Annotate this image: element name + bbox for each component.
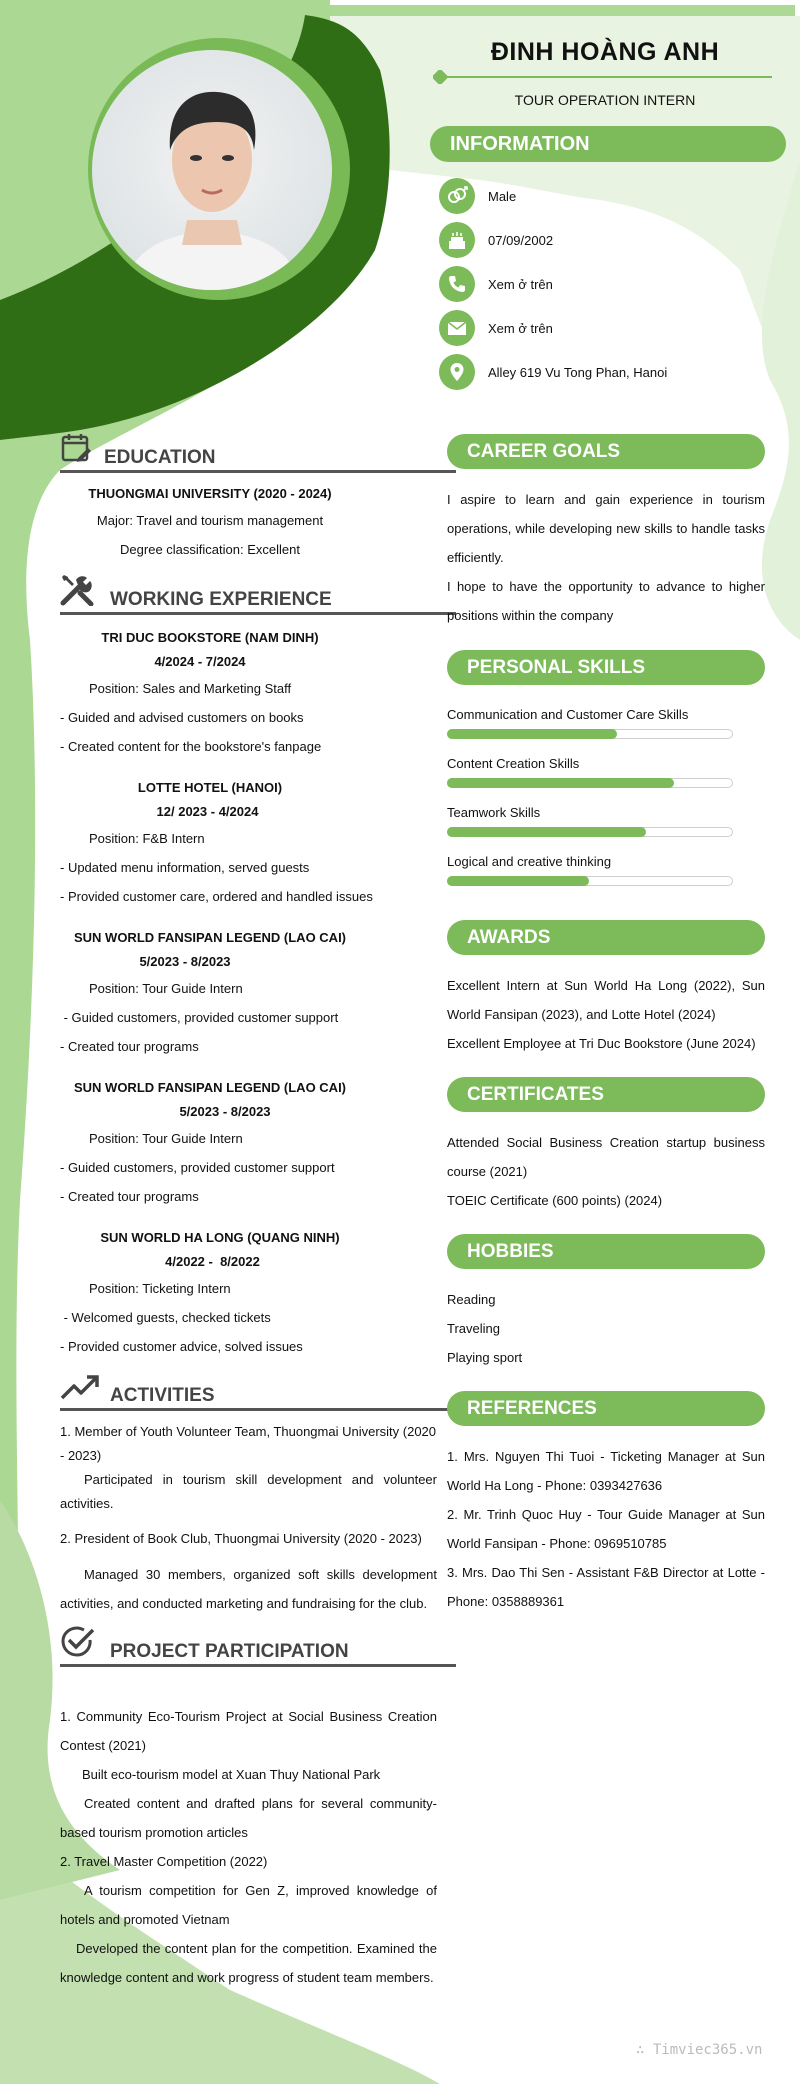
activities-section-header bbox=[60, 1375, 456, 1409]
phone-icon bbox=[439, 266, 475, 302]
job-duty: - Updated menu information, served guests bbox=[60, 860, 310, 875]
job-period: 5/2023 - 8/2023 bbox=[179, 1104, 271, 1119]
skill-bar-fill bbox=[447, 827, 646, 837]
career-goals-heading: CAREER GOALS bbox=[447, 434, 765, 469]
skill-bar bbox=[447, 729, 733, 739]
awards-heading: AWARDS bbox=[447, 920, 765, 955]
location-pin-icon bbox=[439, 354, 475, 390]
job-period: 5/2023 - 8/2023 bbox=[139, 954, 231, 969]
job-company: TRI DUC BOOKSTORE (NAM DINH) bbox=[101, 630, 319, 645]
skill-bar bbox=[447, 827, 733, 837]
activity-description: Managed 30 members, organized soft skills development activities, and conducted marketing and fundraising for the club. bbox=[60, 1567, 437, 1611]
candidate-name: ĐINH HOÀNG ANH bbox=[490, 38, 720, 66]
career-goals-text: I aspire to learn and gain experience in tourism operations, while developing new skills to handle tasks efficiently. bbox=[447, 492, 765, 565]
gender-value: Male bbox=[488, 188, 517, 204]
activity-title: 1. Member of Youth Volunteer Team, Thuongmai University (2020 - 2023) bbox=[60, 1424, 437, 1463]
project-title: 1. Community Eco-Tourism Project at Social Business Creation Contest (2021) bbox=[60, 1709, 437, 1753]
certificate-item: Attended Social Business Creation startup business course (2021) bbox=[447, 1135, 765, 1179]
job-company: SUN WORLD FANSIPAN LEGEND (LAO CAI) bbox=[73, 1080, 347, 1095]
skills-heading: PERSONAL SKILLS bbox=[447, 650, 765, 685]
info-address bbox=[439, 354, 779, 390]
job-duty: - Provided customer care, ordered and handled issues bbox=[60, 889, 373, 904]
job-position: Position: Ticketing Intern bbox=[89, 1281, 231, 1296]
job-company: LOTTE HOTEL (HANOI) bbox=[137, 780, 283, 795]
experience-heading: WORKING EXPERIENCE bbox=[110, 589, 332, 610]
experience-section-header bbox=[60, 579, 456, 613]
projects-heading: PROJECT PARTICIPATION bbox=[110, 1641, 349, 1662]
job-position: Position: Sales and Marketing Staff bbox=[89, 681, 292, 696]
project-detail: A tourism competition for Gen Z, improved knowledge of hotels and promoted Vietnam bbox=[60, 1883, 437, 1927]
name-divider bbox=[433, 70, 781, 84]
mail-icon bbox=[439, 310, 475, 346]
check-circle-icon bbox=[60, 1626, 96, 1663]
job-duty: - Guided customers, provided customer support bbox=[60, 1010, 339, 1025]
job-period: 4/2022 - 8/2022 bbox=[165, 1254, 260, 1269]
job-position: Position: Tour Guide Intern bbox=[89, 981, 243, 996]
address-value: Alley 619 Vu Tong Phan, Hanoi bbox=[488, 364, 668, 380]
job-title: TOUR OPERATION INTERN bbox=[514, 92, 696, 108]
info-email bbox=[439, 310, 779, 346]
career-goals-text: I hope to have the opportunity to advance to higher positions within the company bbox=[447, 579, 765, 623]
certificate-item: TOEIC Certificate (600 points) (2024) bbox=[447, 1193, 663, 1208]
skill-label: Logical and creative thinking bbox=[447, 854, 612, 869]
certificates-heading: CERTIFICATES bbox=[447, 1077, 765, 1112]
hobbies-heading: HOBBIES bbox=[447, 1234, 765, 1269]
activity-title: 2. President of Book Club, Thuongmai University (2020 - 2023) bbox=[60, 1531, 422, 1546]
education-school: THUONGMAI UNIVERSITY (2020 - 2024) bbox=[88, 486, 332, 501]
skill-bar-fill bbox=[447, 778, 674, 788]
watermark: ∴ Timviec365.vn bbox=[636, 2042, 763, 2058]
job-position: Position: Tour Guide Intern bbox=[89, 1131, 243, 1146]
email-value: Xem ở trên bbox=[488, 320, 553, 336]
job-duty: - Welcomed guests, checked tickets bbox=[60, 1310, 271, 1325]
experience-divider bbox=[60, 612, 456, 615]
gender-icon bbox=[439, 178, 475, 214]
job-duty: - Provided customer advice, solved issues bbox=[60, 1339, 303, 1354]
job-duty: - Guided customers, provided customer support bbox=[60, 1160, 335, 1175]
education-heading: EDUCATION bbox=[104, 447, 216, 468]
skill-label: Content Creation Skills bbox=[447, 756, 580, 771]
job-duty: - Created content for the bookstore's fanpage bbox=[60, 739, 322, 754]
activities-divider bbox=[60, 1408, 456, 1411]
job-company: SUN WORLD FANSIPAN LEGEND (LAO CAI) bbox=[73, 930, 347, 945]
birthday-cake-icon bbox=[439, 222, 475, 258]
phone-value: Xem ở trên bbox=[488, 276, 553, 292]
hobby-item: Playing sport bbox=[447, 1350, 523, 1365]
job-period: 4/2024 - 7/2024 bbox=[154, 654, 246, 669]
skill-bar-fill bbox=[447, 729, 617, 739]
portrait-illustration bbox=[92, 50, 332, 290]
education-degree: Degree classification: Excellent bbox=[120, 542, 300, 557]
education-divider bbox=[60, 470, 456, 473]
skill-label: Teamwork Skills bbox=[447, 805, 541, 820]
hobby-item: Reading bbox=[447, 1292, 496, 1307]
project-detail: Developed the content plan for the competition. Examined the knowledge content and work progress of student team members. bbox=[60, 1941, 437, 1985]
job-company: SUN WORLD HA LONG (QUANG NINH) bbox=[100, 1230, 340, 1245]
reference-item: 1. Mrs. Nguyen Thi Tuoi - Ticketing Manager at Sun World Ha Long - Phone: 0393427636 bbox=[447, 1449, 765, 1493]
birthday-value: 07/09/2002 bbox=[488, 232, 554, 248]
info-birthday bbox=[439, 222, 779, 258]
job-duty: - Created tour programs bbox=[60, 1189, 199, 1204]
tools-icon bbox=[60, 574, 96, 611]
projects-section-header bbox=[60, 1631, 456, 1665]
information-heading: INFORMATION bbox=[430, 126, 786, 162]
education-major: Major: Travel and tourism management bbox=[96, 513, 324, 528]
skill-bar-fill bbox=[447, 876, 589, 886]
hobby-item: Traveling bbox=[447, 1321, 500, 1336]
job-duty: - Guided and advised customers on books bbox=[60, 710, 304, 725]
avatar bbox=[92, 50, 332, 290]
calendar-icon bbox=[60, 432, 92, 469]
skill-label: Communication and Customer Care Skills bbox=[447, 707, 689, 722]
info-phone bbox=[439, 266, 779, 302]
job-duty: - Created tour programs bbox=[60, 1039, 199, 1054]
project-detail: Built eco-tourism model at Xuan Thuy National Park bbox=[82, 1767, 381, 1782]
education-section-header bbox=[60, 437, 456, 471]
references-heading: REFERENCES bbox=[447, 1391, 765, 1426]
activity-description: Participated in tourism skill development and volunteer activities. bbox=[60, 1472, 437, 1511]
job-period: 12/ 2023 - 4/2024 bbox=[156, 804, 259, 819]
skill-bar bbox=[447, 778, 733, 788]
award-item: Excellent Intern at Sun World Ha Long (2022), Sun World Fansipan (2023), and Lotte Hotel (2024) bbox=[447, 978, 765, 1022]
job-position: Position: F&B Intern bbox=[89, 831, 205, 846]
trending-up-icon bbox=[60, 1374, 100, 1407]
award-item: Excellent Employee at Tri Duc Bookstore (June 2024) bbox=[447, 1036, 756, 1051]
activities-heading: ACTIVITIES bbox=[110, 1385, 215, 1406]
reference-item: 3. Mrs. Dao Thi Sen - Assistant F&B Director at Lotte - Phone: 0358889361 bbox=[447, 1565, 765, 1609]
info-gender bbox=[439, 178, 779, 214]
reference-item: 2. Mr. Trinh Quoc Huy - Tour Guide Manager at Sun World Fansipan - Phone: 0969510785 bbox=[447, 1507, 765, 1551]
skill-bar bbox=[447, 876, 733, 886]
projects-divider bbox=[60, 1664, 456, 1667]
project-title: 2. Travel Master Competition (2022) bbox=[60, 1854, 268, 1869]
project-detail: Created content and drafted plans for several community-based tourism promotion articles bbox=[60, 1796, 437, 1840]
